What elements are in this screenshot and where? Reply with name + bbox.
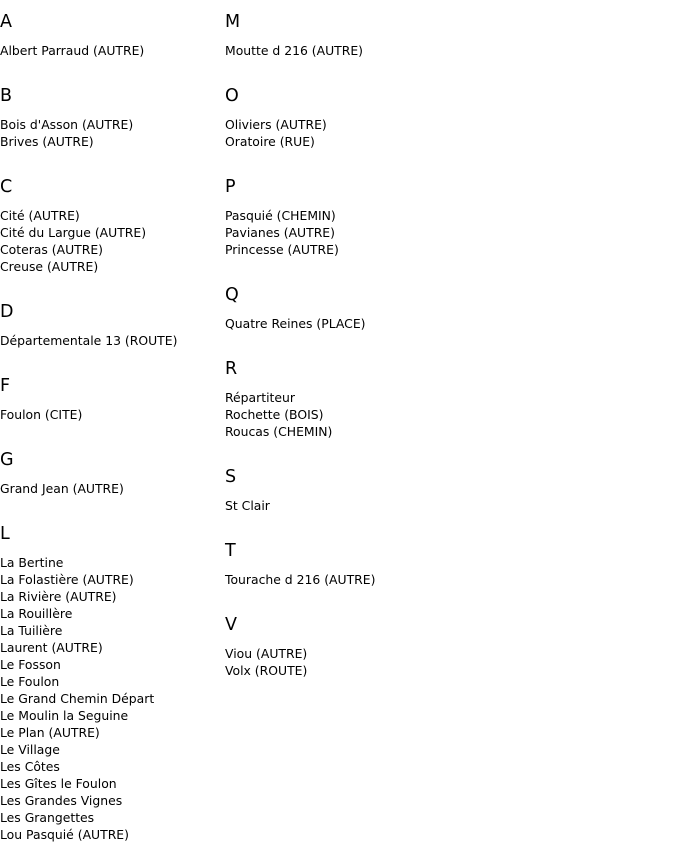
section-spacer [225,588,665,603]
section-spacer [0,59,225,74]
section-spacer [225,59,665,74]
section-letter-heading: Q [225,285,239,305]
street-link[interactable]: La Bertine [0,555,64,570]
section-spacer [225,514,665,529]
section-spacer [0,150,225,165]
index-column-right [225,0,665,694]
street-list [225,207,665,258]
street-link[interactable]: Tourache d 216 (AUTRE) [225,572,376,587]
section-letter-heading: O [225,86,239,106]
section-letter-heading: V [225,615,237,635]
letter-section [225,529,665,603]
street-link[interactable]: Cité du Largue (AUTRE) [0,225,147,240]
section-letter-heading: R [225,359,238,379]
section-spacer [225,679,665,694]
street-list [225,645,665,679]
street-list [225,315,665,332]
section-letter-heading: A [0,12,12,32]
section-spacer [225,332,665,347]
street-link[interactable]: Roucas (CHEMIN) [225,424,333,439]
street-link[interactable]: St Clair [225,498,270,513]
street-link[interactable]: Foulon (CITE) [0,407,83,422]
section-spacer [0,423,225,438]
street-link[interactable]: Les Grandes Vignes [0,793,123,808]
street-link[interactable]: Départementale 13 (ROUTE) [0,333,178,348]
letter-section [0,290,225,364]
street-link[interactable]: Le Foulon [0,674,60,689]
street-link[interactable]: Bois d'Asson (AUTRE) [0,117,134,132]
street-link[interactable]: Moutte d 216 (AUTRE) [225,43,364,58]
section-spacer [225,150,665,165]
section-letter-heading: F [0,376,11,396]
street-link[interactable]: Rochette (BOIS) [225,407,324,422]
street-list [0,42,225,59]
section-letter-heading: L [0,524,10,544]
section-letter-heading: C [0,177,13,197]
street-link[interactable]: Le Moulin la Seguine [0,708,129,723]
street-link[interactable]: Répartiteur [225,390,295,405]
street-link[interactable]: Volx (ROUTE) [225,663,308,678]
letter-section [225,347,665,455]
street-link[interactable]: Brives (AUTRE) [0,134,94,149]
street-link[interactable]: Les Gîtes le Foulon [0,776,117,791]
street-link[interactable]: Coteras (AUTRE) [0,242,104,257]
section-spacer [0,843,225,858]
letter-section [225,0,665,74]
letter-section [0,364,225,438]
street-link[interactable]: Princesse (AUTRE) [225,242,339,257]
street-link[interactable]: Viou (AUTRE) [225,646,308,661]
street-link[interactable]: Albert Parraud (AUTRE) [0,43,145,58]
street-link[interactable]: Pasquié (CHEMIN) [225,208,336,223]
street-link[interactable]: Quatre Reines (PLACE) [225,316,366,331]
street-list [0,116,225,150]
letter-section [0,438,225,512]
street-link[interactable]: La Rouillère [0,606,73,621]
section-spacer [0,497,225,512]
letter-section [225,603,665,694]
letter-section [0,512,225,858]
section-letter-heading: P [225,177,236,197]
street-list [0,480,225,497]
street-link[interactable]: Le Grand Chemin Départ [0,691,155,706]
letter-section [0,74,225,165]
street-link[interactable]: Pavianes (AUTRE) [225,225,335,240]
letter-section [225,74,665,165]
section-spacer [0,275,225,290]
street-list [0,332,225,349]
street-link[interactable]: Les Côtes [0,759,60,774]
section-letter-heading: B [0,86,13,106]
street-link[interactable]: La Tuilière [0,623,63,638]
street-link[interactable]: Grand Jean (AUTRE) [0,481,124,496]
section-letter-heading: S [225,467,237,487]
section-letter-heading: G [0,450,14,470]
street-link[interactable]: Creuse (AUTRE) [0,259,99,274]
index-column-left [0,0,225,858]
street-link[interactable]: Laurent (AUTRE) [0,640,103,655]
section-letter-heading: T [225,541,236,561]
street-list [225,389,665,440]
street-list [225,571,665,588]
street-link[interactable]: Cité (AUTRE) [0,208,80,223]
street-link[interactable]: La Folastière (AUTRE) [0,572,134,587]
letter-section [225,273,665,347]
letter-section [225,455,665,529]
street-list [0,554,225,843]
letter-section [0,0,225,74]
section-spacer [225,258,665,273]
street-link[interactable]: La Rivière (AUTRE) [0,589,117,604]
street-link[interactable]: Oratoire (RUE) [225,134,315,149]
street-list [0,406,225,423]
street-list [225,116,665,150]
street-link[interactable]: Lou Pasquié (AUTRE) [0,827,129,842]
street-list [0,207,225,275]
street-list [225,497,665,514]
section-letter-heading: M [225,12,241,32]
letter-section [225,165,665,273]
street-link[interactable]: Le Village [0,742,60,757]
street-link[interactable]: Les Grangettes [0,810,95,825]
street-link[interactable]: Le Fosson [0,657,61,672]
street-link[interactable]: Le Plan (AUTRE) [0,725,100,740]
street-list [225,42,665,59]
street-link[interactable]: Oliviers (AUTRE) [225,117,327,132]
section-spacer [0,349,225,364]
section-spacer [225,440,665,455]
section-letter-heading: D [0,302,14,322]
letter-section [0,165,225,290]
